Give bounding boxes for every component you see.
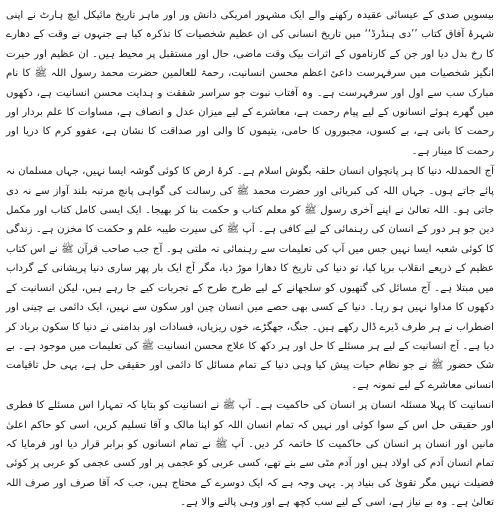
article-paragraph-2: آج الحمدللہ دنیا کا ہر پانچواں انسان حلقہ بگوش اسلام ہے۔ کرۂ ارض کا کوئی گوشہ ایسا نہیں، جہاں مسلمان نہ پائے جاتے ہوں۔ جہاں اللہ کی کبریائی اور حضرت محمد ﷺ کی رسالت کی گواہی پانچ مرتبہ بلند آواز سے نہ دی جاتی ہو۔ اللہ تعالیٰ نے اپنے آخری رسول ﷺ کو معلم کتاب و حکمت بنا کر بھیجا۔ ایک ایسی کامل کتاب اور مکمل دین جو ہر دور کے انسان کی رہنمائی کے لیے کافی ہے۔ آپ ﷺ کی سیرت طیبہ علم و حکمت کا مخزن ہے۔ زندگی کا کوئی شعبہ ایسا نہیں جس میں آپ کی تعلیمات سے رہنمائی نہ ملتی ہو۔ آج جب صاحب قرآن ﷺ نے اس کتاب عظیم کے ذریعے انقلاب برپا کیا، تو دنیا کی تاریخ کا دھارا موڑ دیا، مگر آج ایک بار پھر ساری دنیا پریشانی کے گرداب میں مبتلا ہے۔ آج مسائل کی گتھیوں کو سلجھانے کے لیے طرح طرح کے تجربات کیے جا رہے ہیں، لیکن انسانیت کے دکھوں کا مداوا نہیں ہو رہا۔ دنیا کے کسی بھی حصے میں انسان چین اور سکون سے نہیں، ایک دائمی بے چینی اور اضطراب نے ہر طرف ڈیرے ڈال رکھے ہیں۔ جنگ، جھگڑے، خوں ریزیاں، فسادات اور بدامنی نے دنیا کا سکون برباد کر دیا ہے۔ آج انسانیت کے لیے ہر مسئلے کا حل اور ہر دکھ کا علاج محسن انسانیت ﷺ کی تعلیمات میں موجود ہے۔ بے شک حضور ﷺ نے جو نظام حیات پیش کیا وہی دنیا کے تمام مسائل کا دائمی اور حقیقی حل ہے، یہی حل تاقیامت انسانی معاشرے کے لیے نمونہ ہے۔ [5, 166, 494, 391]
article-paragraph-1: بیسویں صدی کے عیسائی عقیدہ رکھنے والے ایک مشہور امریکی دانش ور اور ماہر تاریخ مائیکل ایچ ہارٹ نے اپنی شہرۂ آفاق کتاب ’’دی ہنڈرڈ‘‘ میں تاریخ انسانی کی ان عظیم شخصیات کا تذکرہ کیا ہے جنہوں نے وقت کے دھارے کا رخ بدل دیا اور جن کے کارناموں کے اثرات بیک وقت ماضی، حال اور مستقبل پر محیط ہیں۔ ان عظیم اور حیرت انگیز شخصیات میں سرفہرست داعیٔ اعظم محسن انسانیت، رحمۃ للعالمین حضرت محمد رسول اللہ ﷺ کا نام مبارک سب سے اول اور سرفہرست ہے۔ وہ آفتاب نبوت جو سراسر شفقت و ہدایت محسن انسانیت ہے، دکھوں میں گھرے ہوئے انسانوں کے لیے پیام رحمت ہے، معاشرے کے لیے میزان عدل و انصاف ہے، مساوات کا علم بردار اور رحمت کا بانی ہے، بے کسوں، مجبوروں کا حامی، یتیموں کا والی اور صداقت کا نشان ہے، عفوو کرم کا دریا اور رحمت کا مینار ہے۔ [6, 10, 494, 157]
article-paragraph-3: انسانیت کا پہلا مسئلہ انسان پر انسان کی حاکمیت ہے۔ آپ ﷺ نے انسانیت کو بتایا کہ تمہارا اس مسئلے کا فطری اور حقیقی حل اس کے سوا کوئی اور نہیں کہ تمام انسان اللہ کو اپنا مالک و آقا تسلیم کریں، اسی کو حاکم اعلیٰ مانیں اور انسان پر انسان کی حاکمیت کا خاتمہ کر دیں۔ آپ ﷺ نے تمام انسانوں کو برابر قرار دیا اور فرمایا کہ تمام انسان آدم کی اولاد ہیں اور آدم مٹی سے بنے تھے، کسی عربی کو عجمی پر اور کسی عجمی کو عربی پر کوئی فضیلت نہیں مگر تقویٰ کی بنیاد پر۔ یہی وجہ ہے کہ ایک دوسرے کے محتاج ہیں، جب کہ آقا صرف اور صرف اللہ تعالیٰ ہے۔ وہ بے نیاز ہے، اسی کے لیے سب کچھ ہے اور وہی پالنے والا ہے۔ [6, 400, 494, 509]
